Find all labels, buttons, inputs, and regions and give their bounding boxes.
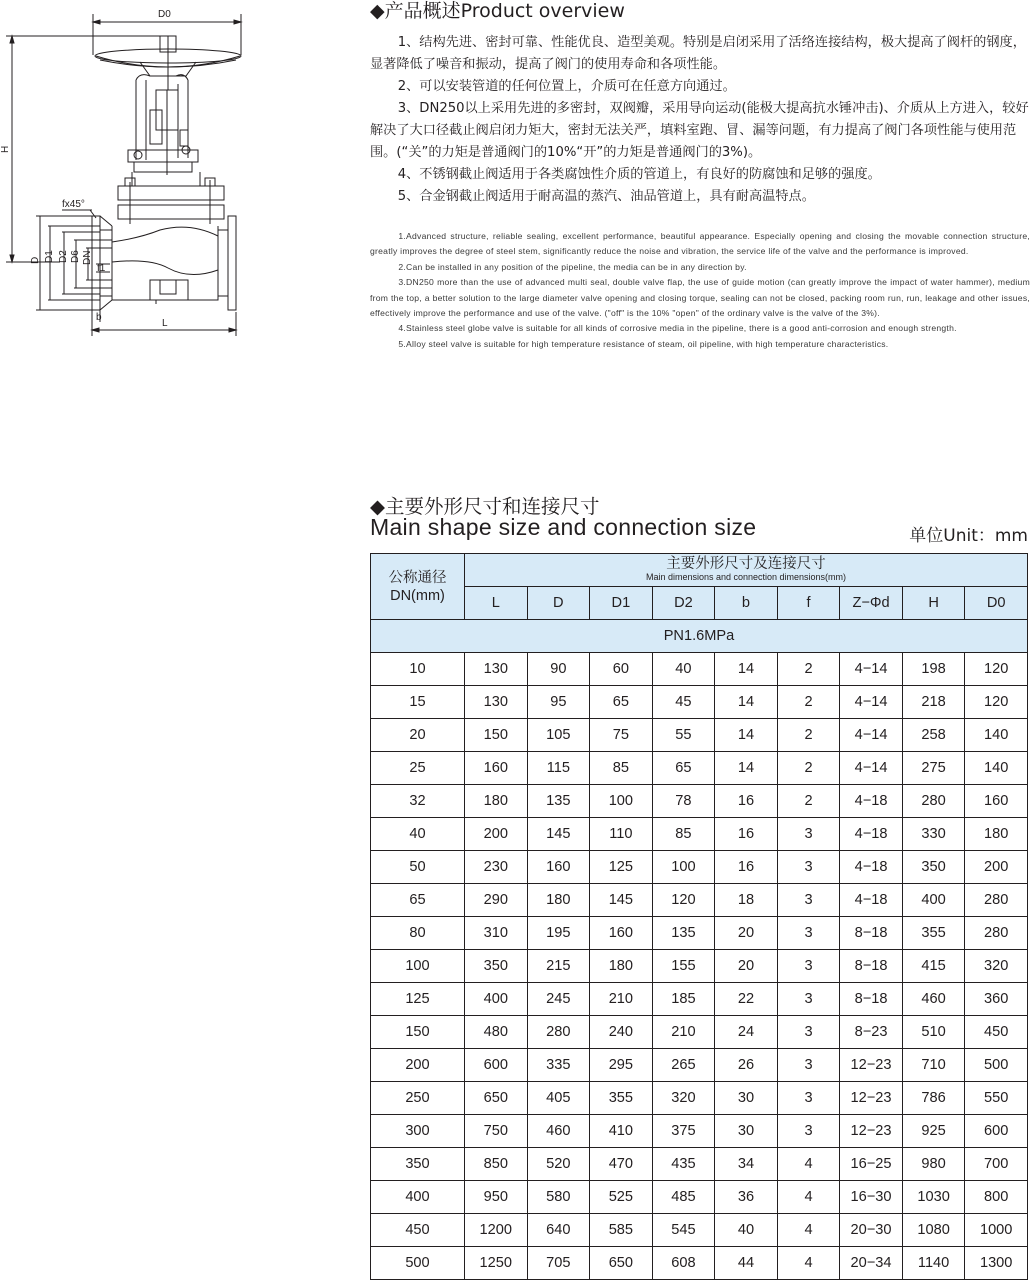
table-cell: 500 [371, 1247, 465, 1280]
table-cell: 3 [777, 1082, 840, 1115]
label-d: D [30, 256, 41, 264]
table-cell: 20 [715, 950, 778, 983]
column-header: D1 [590, 587, 653, 620]
table-cell: 45 [652, 686, 715, 719]
table-cell: 130 [465, 653, 528, 686]
table-cell: 600 [465, 1049, 528, 1082]
table-cell: 65 [652, 752, 715, 785]
table-cell: 40 [715, 1214, 778, 1247]
table-cell: 135 [652, 917, 715, 950]
overview-cn-item: 3、DN250以上采用先进的多密封，双阀瓣，采用导向运动(能极大提高抗水锤冲击)、介质从上方进入，较好解决了大口径截止阀启闭力矩大，密封无法关严，填料室跑、冒、漏等问题，有力提高了阀门各项性能与使用范围。(“关”的力矩是普通阀门的10%“开”的力矩是普通阀门的3%)。 [370, 101, 1029, 160]
table-cell: 2 [777, 686, 840, 719]
table-cell: 180 [965, 818, 1028, 851]
table-cell: 280 [527, 1016, 590, 1049]
table-cell: 4−18 [840, 851, 903, 884]
table-cell: 520 [527, 1148, 590, 1181]
table-cell: 705 [527, 1247, 590, 1280]
table-cell: 145 [527, 818, 590, 851]
table-cell: 16 [715, 818, 778, 851]
overview-en-item: 1.Advanced structure, reliable sealing, excellent performance, beautiful appearance. Especially opening and closing the movable connection structure, greatly improves the degree of steel stem, significantly reduce the noise and vibration, the service life of the valve and the performance is improved. [370, 231, 1030, 257]
table-cell: 280 [902, 785, 965, 818]
table-cell: 14 [715, 653, 778, 686]
table-cell: 480 [465, 1016, 528, 1049]
table-cell: 215 [527, 950, 590, 983]
table-cell: 44 [715, 1247, 778, 1280]
table-cell: 258 [902, 719, 965, 752]
table-cell: 100 [590, 785, 653, 818]
table-cell: 1250 [465, 1247, 528, 1280]
table-cell: 470 [590, 1148, 653, 1181]
overview-heading: ◆产品概述Product overview [370, 0, 625, 22]
size-heading-cn: ◆主要外形尺寸和连接尺寸 [370, 495, 600, 518]
table-row [371, 1247, 1028, 1280]
table-cell: 16 [715, 851, 778, 884]
group-header-cn: 主要外形尺寸及连接尺寸 [666, 556, 826, 572]
table-cell: 950 [465, 1181, 528, 1214]
pressure-class: PN1.6MPa [371, 620, 1028, 653]
table-cell: 355 [902, 917, 965, 950]
table-cell: 90 [527, 653, 590, 686]
table-cell: 14 [715, 719, 778, 752]
table-cell: 240 [590, 1016, 653, 1049]
table-cell: 360 [965, 983, 1028, 1016]
table-cell: 110 [590, 818, 653, 851]
table-cell: 16−25 [840, 1148, 903, 1181]
table-cell: 410 [590, 1115, 653, 1148]
table-cell: 650 [465, 1082, 528, 1115]
table-cell: 85 [652, 818, 715, 851]
label-d2: D2 [58, 250, 69, 263]
overview-en-item: 5.Alloy steel valve is suitable for high temperature resistance of steam, oil pipeline, with high temperature characteristics. [398, 338, 889, 349]
table-row [371, 851, 1028, 884]
table-row [371, 1049, 1028, 1082]
table-cell: 12−23 [840, 1115, 903, 1148]
table-cell: 24 [715, 1016, 778, 1049]
size-heading-en: Main shape size and connection size [370, 514, 757, 540]
table-cell: 1080 [902, 1214, 965, 1247]
table-cell: 200 [965, 851, 1028, 884]
table-cell: 100 [652, 851, 715, 884]
table-cell: 375 [652, 1115, 715, 1148]
column-header: Z−Φd [840, 587, 903, 620]
table-cell: 295 [590, 1049, 653, 1082]
table-cell: 600 [965, 1115, 1028, 1148]
table-row [371, 1181, 1028, 1214]
column-header: D0 [965, 587, 1028, 620]
table-cell: 280 [965, 884, 1028, 917]
overview-cn-item: 5、合金钢截止阀适用于耐高温的蒸汽、油品管道上，具有耐高温特点。 [397, 189, 815, 204]
table-cell: 405 [527, 1082, 590, 1115]
table-cell: 195 [527, 917, 590, 950]
table-cell: 925 [902, 1115, 965, 1148]
overview-cn-item: 4、不锈钢截止阀适用于各类腐蚀性介质的管道上，有良好的防腐蚀和足够的强度。 [397, 167, 881, 182]
table-cell: 20−30 [840, 1214, 903, 1247]
table-cell: 320 [652, 1082, 715, 1115]
table-cell: 218 [902, 686, 965, 719]
column-header: f [777, 587, 840, 620]
label-fx45: fx45° [62, 199, 85, 210]
table-cell: 980 [902, 1148, 965, 1181]
table-cell: 1030 [902, 1181, 965, 1214]
table-cell: 12−23 [840, 1049, 903, 1082]
table-cell: 40 [371, 818, 465, 851]
table-cell: 8−23 [840, 1016, 903, 1049]
table-cell: 800 [965, 1181, 1028, 1214]
table-cell: 4 [777, 1214, 840, 1247]
label-d6: D6 [70, 250, 81, 263]
table-cell: 3 [777, 950, 840, 983]
table-cell: 210 [590, 983, 653, 1016]
table-cell: 16 [715, 785, 778, 818]
table-row [371, 785, 1028, 818]
table-cell: 700 [965, 1148, 1028, 1181]
table-cell: 335 [527, 1049, 590, 1082]
table-cell: 275 [902, 752, 965, 785]
table-cell: 26 [715, 1049, 778, 1082]
table-cell: 8−18 [840, 983, 903, 1016]
table-cell: 135 [527, 785, 590, 818]
table-cell: 3 [777, 1115, 840, 1148]
table-cell: 2 [777, 719, 840, 752]
table-cell: 4−14 [840, 752, 903, 785]
label-l: L [162, 318, 168, 329]
table-cell: 155 [652, 950, 715, 983]
table-cell: 18 [715, 884, 778, 917]
table-cell: 4−18 [840, 785, 903, 818]
table-cell: 4−18 [840, 884, 903, 917]
table-cell: 230 [465, 851, 528, 884]
table-cell: 180 [527, 884, 590, 917]
table-cell: 20−34 [840, 1247, 903, 1280]
table-cell: 180 [590, 950, 653, 983]
table-cell: 2 [777, 653, 840, 686]
table-cell: 120 [965, 653, 1028, 686]
table-cell: 4−14 [840, 719, 903, 752]
table-cell: 3 [777, 917, 840, 950]
globe-valve-diagram [0, 0, 360, 345]
table-cell: 210 [652, 1016, 715, 1049]
table-cell: 4 [777, 1181, 840, 1214]
table-cell: 4−18 [840, 818, 903, 851]
table-cell: 1300 [965, 1247, 1028, 1280]
table-cell: 95 [527, 686, 590, 719]
table-cell: 450 [965, 1016, 1028, 1049]
table-row [371, 1148, 1028, 1181]
table-row [371, 719, 1028, 752]
overview-en-item: 3.DN250 more than the use of advanced multi seal, double valve flap, the use of guide motion (can greatly improve the impact of water hammer), medium from the top, a better solution to the large diameter valve opening and closing torque, sealing can not be closed, packing room run, run, leakage and other issues, effectively improve the performance and use of the valve. ("off" is the 10% "open" of the ordinary valve is the valve of the 3%). [370, 277, 1030, 319]
table-cell: 850 [465, 1148, 528, 1181]
table-cell: 15 [371, 686, 465, 719]
table-row [371, 686, 1028, 719]
table-cell: 14 [715, 686, 778, 719]
table-row [371, 752, 1028, 785]
table-cell: 545 [652, 1214, 715, 1247]
table-cell: 65 [371, 884, 465, 917]
table-cell: 355 [590, 1082, 653, 1115]
table-row [371, 1214, 1028, 1247]
table-row [371, 950, 1028, 983]
table-cell: 185 [652, 983, 715, 1016]
table-cell: 3 [777, 983, 840, 1016]
table-cell: 1140 [902, 1247, 965, 1280]
table-cell: 10 [371, 653, 465, 686]
table-cell: 786 [902, 1082, 965, 1115]
table-cell: 125 [371, 983, 465, 1016]
table-cell: 350 [371, 1148, 465, 1181]
table-cell: 580 [527, 1181, 590, 1214]
table-cell: 32 [371, 785, 465, 818]
group-header [465, 554, 1028, 587]
table-cell: 198 [902, 653, 965, 686]
table-cell: 40 [652, 653, 715, 686]
table-cell: 30 [715, 1082, 778, 1115]
label-d0: D0 [158, 9, 171, 20]
table-cell: 460 [527, 1115, 590, 1148]
label-f1: f1 [97, 263, 106, 274]
table-cell: 2 [777, 785, 840, 818]
table-cell: 60 [590, 653, 653, 686]
table-cell: 140 [965, 752, 1028, 785]
table-cell: 160 [527, 851, 590, 884]
table-row [371, 917, 1028, 950]
table-cell: 3 [777, 818, 840, 851]
table-cell: 300 [371, 1115, 465, 1148]
table-cell: 30 [715, 1115, 778, 1148]
valve-drawing [0, 0, 360, 345]
table-cell: 36 [715, 1181, 778, 1214]
table-cell: 350 [465, 950, 528, 983]
table-cell: 280 [965, 917, 1028, 950]
table-cell: 25 [371, 752, 465, 785]
table-cell: 4−14 [840, 686, 903, 719]
table-cell: 250 [371, 1082, 465, 1115]
table-cell: 8−18 [840, 950, 903, 983]
overview-en-text [370, 229, 1030, 352]
table-row [371, 884, 1028, 917]
table-cell: 105 [527, 719, 590, 752]
table-cell: 435 [652, 1148, 715, 1181]
table-cell: 415 [902, 950, 965, 983]
unit-label: 单位Unit：mm [909, 526, 1028, 546]
table-cell: 4 [777, 1247, 840, 1280]
table-cell: 115 [527, 752, 590, 785]
table-cell: 34 [715, 1148, 778, 1181]
table-cell: 80 [371, 917, 465, 950]
table-cell: 750 [465, 1115, 528, 1148]
table-cell: 180 [465, 785, 528, 818]
group-header-en: Main dimensions and connection dimensions(mm) [645, 572, 847, 582]
table-row [371, 1016, 1028, 1049]
table-cell: 4 [777, 1148, 840, 1181]
table-cell: 55 [652, 719, 715, 752]
column-header: D2 [652, 587, 715, 620]
table-cell: 2 [777, 752, 840, 785]
label-d1: D1 [44, 250, 55, 263]
overview-cn-text [370, 32, 1030, 208]
table-cell: 400 [465, 983, 528, 1016]
dn-header-en: DN(mm) [390, 587, 445, 604]
table-cell: 120 [965, 686, 1028, 719]
table-row [371, 653, 1028, 686]
table-cell: 145 [590, 884, 653, 917]
table-cell: 500 [965, 1049, 1028, 1082]
table-cell: 140 [965, 719, 1028, 752]
table-cell: 8−18 [840, 917, 903, 950]
table-cell: 150 [465, 719, 528, 752]
table-cell: 1000 [965, 1214, 1028, 1247]
column-header: H [902, 587, 965, 620]
table-cell: 50 [371, 851, 465, 884]
table-cell: 460 [902, 983, 965, 1016]
table-cell: 350 [902, 851, 965, 884]
table-cell: 200 [371, 1049, 465, 1082]
column-header: L [465, 587, 528, 620]
dn-header-cn: 公称通径 [388, 569, 447, 586]
table-cell: 20 [371, 719, 465, 752]
table-cell: 160 [590, 917, 653, 950]
dn-header [371, 554, 465, 620]
table-cell: 608 [652, 1247, 715, 1280]
table-cell: 650 [590, 1247, 653, 1280]
table-cell: 550 [965, 1082, 1028, 1115]
table-cell: 640 [527, 1214, 590, 1247]
column-header: D [527, 587, 590, 620]
table-cell: 125 [590, 851, 653, 884]
column-header: b [715, 587, 778, 620]
table-row [371, 983, 1028, 1016]
table-row [371, 1115, 1028, 1148]
table-row [371, 1082, 1028, 1115]
table-cell: 1200 [465, 1214, 528, 1247]
table-cell: 310 [465, 917, 528, 950]
table-cell: 150 [371, 1016, 465, 1049]
table-cell: 78 [652, 785, 715, 818]
table-cell: 3 [777, 1016, 840, 1049]
table-cell: 320 [965, 950, 1028, 983]
label-dn: DN [82, 250, 93, 265]
table-cell: 160 [465, 752, 528, 785]
dimension-table [370, 553, 1028, 1280]
label-b: b [96, 312, 102, 323]
table-cell: 290 [465, 884, 528, 917]
table-cell: 65 [590, 686, 653, 719]
table-cell: 4−14 [840, 653, 903, 686]
overview-cn-item: 1、结构先进、密封可靠、性能优良、造型美观。特别是启闭采用了活络连接结构，极大提高了阀杆的钢度，显著降低了噪音和振动，提高了阀门的使用寿命和各项性能。 [370, 35, 1026, 72]
table-cell: 400 [902, 884, 965, 917]
table-cell: 3 [777, 851, 840, 884]
overview-cn-item: 2、可以安装管道的任何位置上，介质可在任意方向通过。 [397, 79, 736, 94]
table-cell: 75 [590, 719, 653, 752]
table-cell: 400 [371, 1181, 465, 1214]
table-cell: 3 [777, 1049, 840, 1082]
table-row [371, 818, 1028, 851]
table-cell: 130 [465, 686, 528, 719]
table-cell: 265 [652, 1049, 715, 1082]
table-cell: 200 [465, 818, 528, 851]
table-cell: 20 [715, 917, 778, 950]
table-cell: 710 [902, 1049, 965, 1082]
table-cell: 100 [371, 950, 465, 983]
table-cell: 3 [777, 884, 840, 917]
table-cell: 14 [715, 752, 778, 785]
table-cell: 120 [652, 884, 715, 917]
table-cell: 12−23 [840, 1082, 903, 1115]
overview-en-item: 2.Can be installed in any position of the pipeline, the media can be in any direction by. [398, 261, 747, 272]
overview-en-item: 4.Stainless steel globe valve is suitable for all kinds of corrosive media in the pipeline, there is a good anti-corrosion and enough strength. [398, 323, 957, 334]
table-cell: 510 [902, 1016, 965, 1049]
table-cell: 525 [590, 1181, 653, 1214]
label-h: H [0, 145, 11, 153]
table-cell: 22 [715, 983, 778, 1016]
table-cell: 330 [902, 818, 965, 851]
table-cell: 16−30 [840, 1181, 903, 1214]
table-cell: 485 [652, 1181, 715, 1214]
table-cell: 85 [590, 752, 653, 785]
table-cell: 450 [371, 1214, 465, 1247]
table-cell: 245 [527, 983, 590, 1016]
table-cell: 160 [965, 785, 1028, 818]
table-cell: 585 [590, 1214, 653, 1247]
